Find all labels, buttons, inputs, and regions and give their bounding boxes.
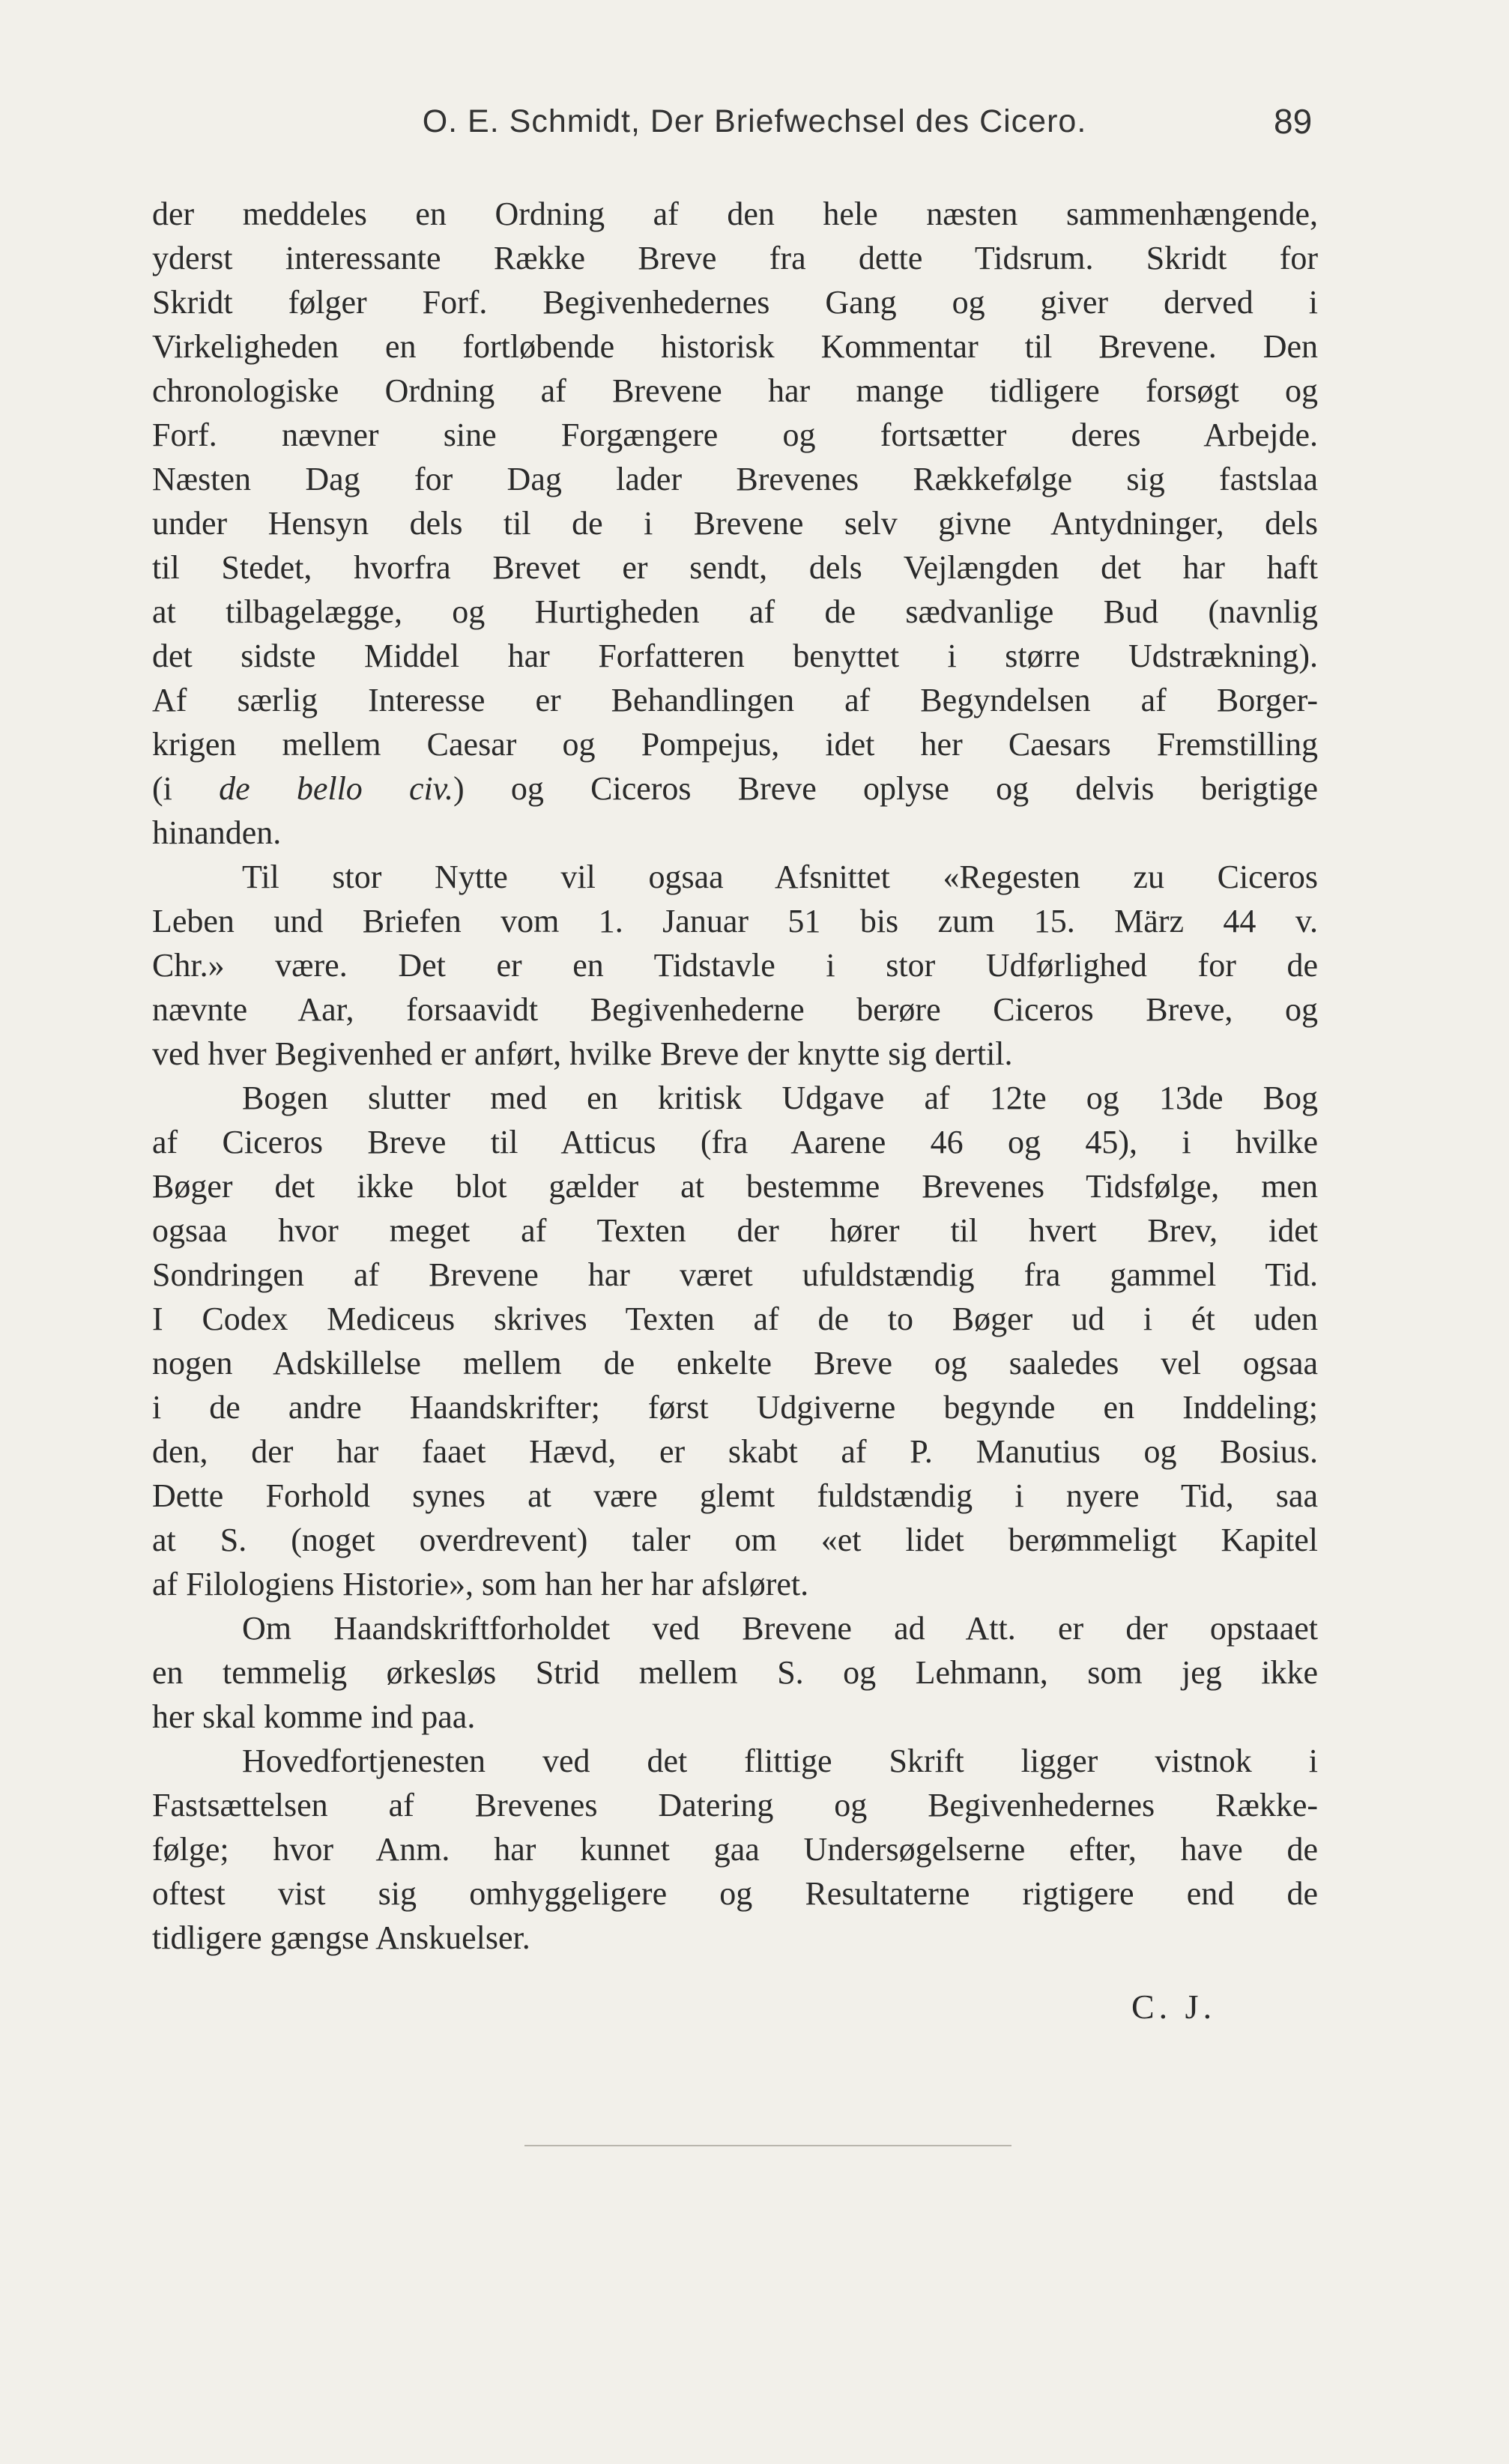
text-line: krigen mellem Caesar og Pompejus, idet her Caesars Fremstilling bbox=[152, 726, 1318, 763]
text-line: Af særlig Interesse er Behandlingen af Begyndelsen af Borger- bbox=[152, 682, 1318, 718]
text-line: Chr.» være. Det er en Tidstavle i stor Udførlighed for de bbox=[152, 947, 1318, 984]
text-line: her skal komme ind paa. bbox=[152, 1698, 476, 1735]
text-line: I Codex Mediceus skrives Texten af de to Bøger ud i ét uden bbox=[152, 1301, 1318, 1337]
text-line: under Hensyn dels til de i Brevene selv givne Antydninger, dels bbox=[152, 505, 1318, 542]
text-line: Leben und Briefen vom 1. Januar 51 bis zum 15. März 44 v. bbox=[152, 903, 1318, 939]
text-segment: ) og Ciceros Breve oplyse og delvis berigtige bbox=[453, 770, 1318, 807]
text-segment: (i bbox=[152, 770, 220, 807]
text-line: Skridt følger Forf. Begivenhedernes Gang og giver derved i bbox=[152, 284, 1318, 321]
text-line: der meddeles en Ordning af den hele næsten sammenhængende, bbox=[152, 196, 1318, 232]
body-text bbox=[152, 192, 1318, 1960]
text-line: yderst interessante Række Breve fra dette Tidsrum. Skridt for bbox=[152, 240, 1318, 276]
text-line bbox=[152, 766, 1318, 811]
text-line: Til stor Nytte vil ogsaa Afsnittet «Regesten zu Ciceros bbox=[242, 859, 1318, 895]
text-line: i de andre Haandskrifter; først Udgiverne begynde en Inddeling; bbox=[152, 1389, 1318, 1426]
text-line: Om Haandskriftforholdet ved Brevene ad Att. er der opstaaet bbox=[242, 1610, 1318, 1647]
text-line: Virkeligheden en fortløbende historisk Kommentar til Brevene. Den bbox=[152, 328, 1318, 365]
text-line: ogsaa hvor meget af Texten der hører til hvert Brev, idet bbox=[152, 1212, 1318, 1249]
text-line: at S. (noget overdrevent) taler om «et lidet berømmeligt Kapitel bbox=[152, 1522, 1318, 1558]
text-line: af Ciceros Breve til Atticus (fra Aarene 46 og 45), i hvilke bbox=[152, 1124, 1318, 1160]
divider-rule bbox=[524, 2145, 1011, 2146]
text-line: Dette Forhold synes at være glemt fuldstændig i nyere Tid, saa bbox=[152, 1477, 1318, 1514]
text-line: Forf. nævner sine Forgængere og fortsætter deres Arbejde. bbox=[152, 417, 1318, 453]
text-line: ved hver Begivenhed er anført, hvilke Breve der knytte sig dertil. bbox=[152, 1035, 1013, 1072]
italic-title: de bello civ. bbox=[219, 770, 454, 807]
text-line: Bøger det ikke blot gælder at bestemme Brevenes Tidsfølge, men bbox=[152, 1168, 1318, 1205]
text-line: en temmelig ørkesløs Strid mellem S. og Lehmann, som jeg ikke bbox=[152, 1654, 1318, 1691]
page-number: 89 bbox=[1274, 102, 1313, 141]
text-line: til Stedet, hvorfra Brevet er sendt, dels Vejlængden det har haft bbox=[152, 549, 1318, 586]
text-line: nævnte Aar, forsaavidt Begivenhederne berøre Ciceros Breve, og bbox=[152, 991, 1318, 1028]
text-line: Bogen slutter med en kritisk Udgave af 12te og 13de Bog bbox=[242, 1080, 1318, 1116]
text-line: den, der har faaet Hævd, er skabt af P. Manutius og Bosius. bbox=[152, 1433, 1318, 1470]
text-line: af Filologiens Historie», som han her har afsløret. bbox=[152, 1566, 809, 1602]
text-line: Fastsættelsen af Brevenes Datering og Begivenhedernes Række- bbox=[152, 1787, 1318, 1823]
text-line: hinanden. bbox=[152, 814, 282, 851]
text-line: tidligere gængse Anskuelser. bbox=[152, 1919, 530, 1956]
text-line: følge; hvor Anm. har kunnet gaa Undersøgelserne efter, have de bbox=[152, 1831, 1318, 1868]
text-line: Sondringen af Brevene har været ufuldstændig fra gammel Tid. bbox=[152, 1256, 1318, 1293]
running-header: O. E. Schmidt, Der Briefwechsel des Cicero. bbox=[422, 103, 1087, 139]
text-line: nogen Adskillelse mellem de enkelte Breve og saaledes vel ogsaa bbox=[152, 1345, 1318, 1381]
text-line: at tilbagelægge, og Hurtigheden af de sædvanlige Bud (navnlig bbox=[152, 593, 1318, 630]
text-line: Hovedfortjenesten ved det flittige Skrift ligger vistnok i bbox=[242, 1743, 1318, 1779]
text-line: det sidste Middel har Forfatteren benyttet i større Udstrækning). bbox=[152, 638, 1318, 674]
text-line: Næsten Dag for Dag lader Brevenes Rækkefølge sig fastslaa bbox=[152, 461, 1318, 497]
signature: C. J. bbox=[1131, 1988, 1217, 2026]
text-line: oftest vist sig omhyggeligere og Resultaterne rigtigere end de bbox=[152, 1875, 1318, 1912]
text-line: chronologiske Ordning af Brevene har mange tidligere forsøgt og bbox=[152, 372, 1318, 409]
